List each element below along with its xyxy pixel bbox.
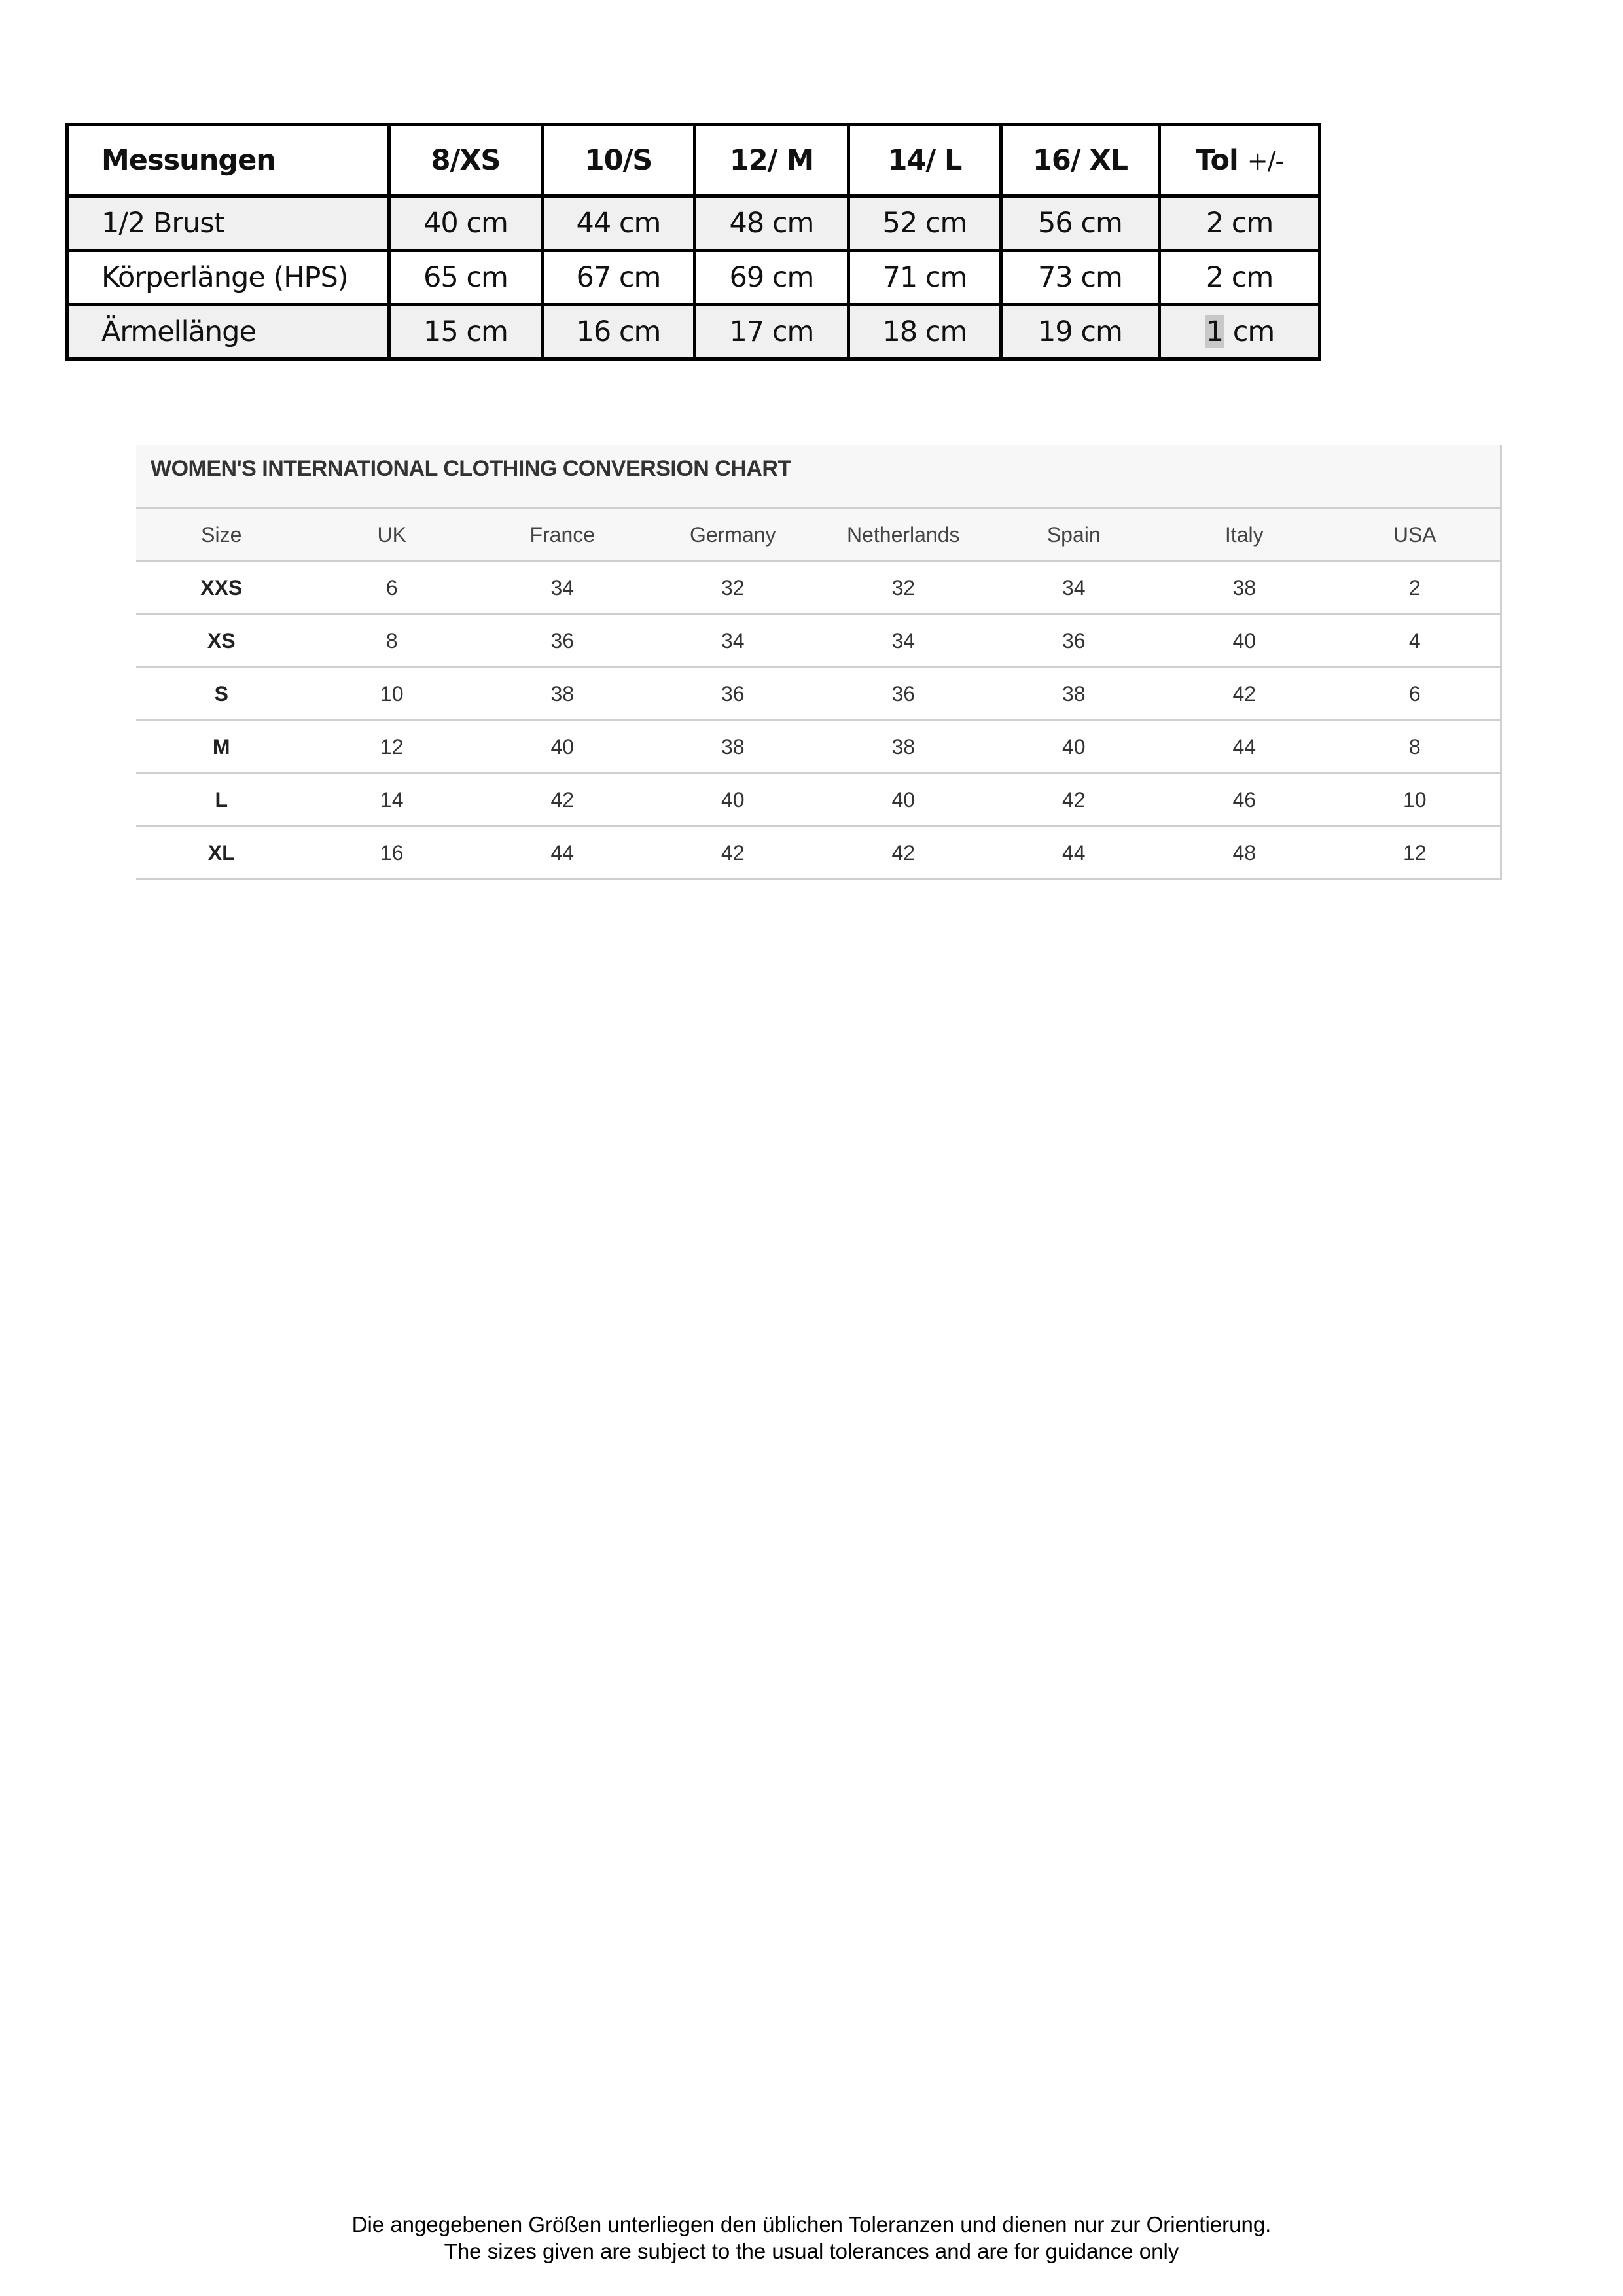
table-cell: 38 — [477, 668, 648, 721]
size-label-cell: L — [136, 774, 307, 827]
table-cell: 6 — [1330, 668, 1501, 721]
table-cell: 6 — [307, 562, 478, 615]
tolerance-sign: +/- — [1247, 147, 1284, 175]
table-cell: 8 — [307, 615, 478, 668]
size-label-cell: XXS — [136, 562, 307, 615]
table-cell: 46 — [1159, 774, 1330, 827]
table-cell: 32 — [648, 562, 819, 615]
footer-line-english: The sizes given are subject to the usual tolerances and are for guidance only — [444, 2239, 1179, 2263]
row-label: Ärmellänge — [67, 305, 389, 359]
header-measurements: Messungen — [67, 125, 389, 196]
col-header-germany: Germany — [648, 509, 819, 562]
header-size-10-s: 10/S — [543, 125, 695, 196]
table-row — [136, 615, 1500, 668]
col-header-size: Size — [136, 509, 307, 562]
col-header-spain: Spain — [989, 509, 1160, 562]
table-cell: 32 — [818, 562, 989, 615]
row-label: 1/2 Brust — [67, 196, 389, 251]
table-cell: 2 — [1330, 562, 1501, 615]
table-cell: 40 — [477, 721, 648, 774]
header-size-8-xs: 8/XS — [389, 125, 543, 196]
table-cell: 40 — [1159, 615, 1330, 668]
col-header-uk: UK — [307, 509, 478, 562]
conversion-header-row — [136, 509, 1500, 562]
table-cell: 38 — [1159, 562, 1330, 615]
header-size-14-l: 14/ L — [849, 125, 1001, 196]
col-header-netherlands: Netherlands — [818, 509, 989, 562]
highlighted-text: 1 — [1205, 315, 1224, 348]
table-cell: 36 — [648, 668, 819, 721]
table-cell: 16 — [307, 827, 478, 880]
table-cell: 34 — [648, 615, 819, 668]
table-cell: 40 cm — [389, 196, 543, 251]
table-cell: 38 — [818, 721, 989, 774]
table-cell: 16 cm — [543, 305, 695, 359]
table-cell: 38 — [648, 721, 819, 774]
table-cell: 10 — [307, 668, 478, 721]
table-cell: 71 cm — [849, 251, 1001, 305]
measure-header-row — [67, 125, 1320, 196]
measure-row-chest — [67, 196, 1320, 251]
table-cell — [1160, 305, 1320, 359]
table-cell: 4 — [1330, 615, 1501, 668]
table-cell: 44 — [477, 827, 648, 880]
header-size-12-m: 12/ M — [695, 125, 849, 196]
table-cell: 8 — [1330, 721, 1501, 774]
table-cell: 34 — [818, 615, 989, 668]
table-row — [136, 668, 1500, 721]
table-cell: 2 cm — [1160, 196, 1320, 251]
row-label: Körperlänge (HPS) — [67, 251, 389, 305]
table-cell: 12 — [1330, 827, 1501, 880]
table-cell: 44 — [989, 827, 1160, 880]
table-row — [136, 562, 1500, 615]
table-cell: 36 — [477, 615, 648, 668]
table-cell: 73 cm — [1001, 251, 1160, 305]
table-cell: 34 — [477, 562, 648, 615]
table-cell: 14 — [307, 774, 478, 827]
measure-row-sleeve-length — [67, 305, 1320, 359]
size-label-cell: S — [136, 668, 307, 721]
col-header-italy: Italy — [1159, 509, 1330, 562]
table-cell: 36 — [989, 615, 1160, 668]
table-cell: 18 cm — [849, 305, 1001, 359]
conversion-body — [136, 562, 1500, 880]
unit-text: cm — [1224, 315, 1275, 348]
table-cell: 67 cm — [543, 251, 695, 305]
conversion-table — [136, 509, 1500, 880]
table-cell: 2 cm — [1160, 251, 1320, 305]
table-cell: 44 — [1159, 721, 1330, 774]
size-label-cell: XS — [136, 615, 307, 668]
table-cell: 19 cm — [1001, 305, 1160, 359]
col-header-usa: USA — [1330, 509, 1501, 562]
footer-line-german: Die angegebenen Größen unterliegen den üblichen Toleranzen und dienen nur zur Orientierung. — [351, 2212, 1272, 2236]
table-cell: 56 cm — [1001, 196, 1160, 251]
table-cell: 40 — [648, 774, 819, 827]
table-cell: 42 — [648, 827, 819, 880]
table-cell: 10 — [1330, 774, 1501, 827]
conversion-chart — [136, 445, 1502, 880]
table-row — [136, 774, 1500, 827]
conversion-chart-title: WOMEN'S INTERNATIONAL CLOTHING CONVERSION CHART — [136, 445, 1500, 509]
table-row — [136, 721, 1500, 774]
tolerance-label: Tol — [1195, 144, 1238, 177]
table-cell: 40 — [818, 774, 989, 827]
footer-note — [0, 2211, 1623, 2265]
table-cell: 34 — [989, 562, 1160, 615]
table-cell: 38 — [989, 668, 1160, 721]
table-cell: 42 — [989, 774, 1160, 827]
table-cell: 44 cm — [543, 196, 695, 251]
table-cell: 52 cm — [849, 196, 1001, 251]
table-cell: 36 — [818, 668, 989, 721]
table-cell: 40 — [989, 721, 1160, 774]
table-cell: 65 cm — [389, 251, 543, 305]
measure-row-body-length — [67, 251, 1320, 305]
size-measurement-table — [65, 123, 1321, 361]
table-cell: 42 — [818, 827, 989, 880]
table-cell: 48 cm — [695, 196, 849, 251]
table-cell: 42 — [477, 774, 648, 827]
size-label-cell: M — [136, 721, 307, 774]
table-row — [136, 827, 1500, 880]
col-header-france: France — [477, 509, 648, 562]
header-tolerance — [1160, 125, 1320, 196]
table-cell: 42 — [1159, 668, 1330, 721]
table-cell: 48 — [1159, 827, 1330, 880]
table-cell: 12 — [307, 721, 478, 774]
size-label-cell: XL — [136, 827, 307, 880]
table-cell: 17 cm — [695, 305, 849, 359]
table-cell: 15 cm — [389, 305, 543, 359]
table-cell: 69 cm — [695, 251, 849, 305]
header-size-16-xl: 16/ XL — [1001, 125, 1160, 196]
